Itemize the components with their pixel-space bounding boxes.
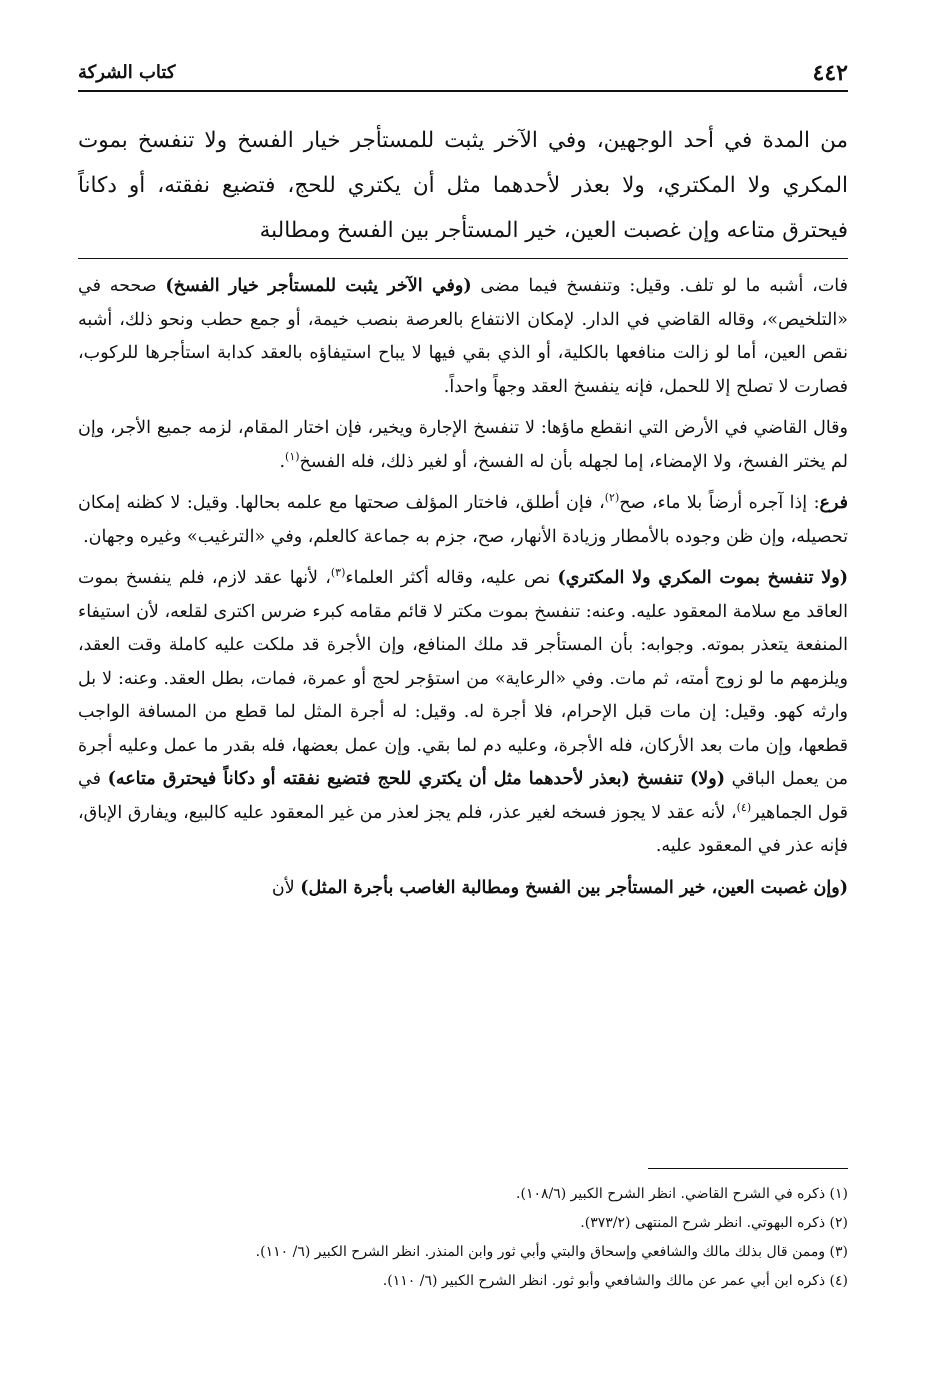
quoted-main-text: (وفي الآخر يثبت للمستأجر خيار الفسخ) xyxy=(165,276,472,296)
footnote-1: (١) ذكره في الشرح القاضي. انظر الشرح الكبير (١٠٨/٦). xyxy=(516,1186,848,1202)
commentary-paragraph: وقال القاضي في الأرض التي انقطع ماؤها: لا تنفسخ الإجارة ويخير، فإن اختار المقام، لزمه جميع الأجر، وإن لم يختر الفسخ، ولا الإمضاء، إما لجهله بأن له الفسخ، أو لغير ذلك، فله الفسخ$^{(١)}$. xyxy=(78,418,848,472)
commentary-paragraph: فرع: إذا آجره أرضاً بلا ماء، صح$^{(٢)}$، فإن أطلق، فاختار المؤلف صحتها مع علمه بحالها. وقيل: لا كظنه إمكان تحصيله، وإن ظن وجوده بالأمطار وزيادة الأنهار، صح، جزم به جماعة كالعلم، وفي «الترغيب» وغيره وجهان. xyxy=(78,491,848,547)
footnote-ref: (٣) xyxy=(330,566,346,580)
footnote-2: (٢) ذكره البهوتي. انظر شرح المنتهى (٣٧٣/٢). xyxy=(580,1215,848,1231)
commentary xyxy=(78,270,848,913)
footnote-ref: (٢) xyxy=(604,491,620,505)
footnotes xyxy=(78,1180,848,1296)
main-text-divider xyxy=(78,258,848,259)
footnote-divider xyxy=(648,1168,848,1169)
page-number: ٤٤٢ xyxy=(812,60,848,86)
main-text: من المدة في أحد الوجهين، وفي الآخر يثبت للمستأجر خيار الفسخ ولا تنفسخ بموت المكري ولا المكتري، ولا بعذر لأحدهما مثل أن يكتري للحج، فتضيع نفقته، أو دكاناً فيحترق متاعه وإن غصبت العين، خير المستأجر بين الفسخ ومطالبة xyxy=(78,128,848,243)
book-title: كتاب الشركة xyxy=(78,62,176,83)
quoted-main-text: (ولا تنفسخ بموت المكري ولا المكتري) xyxy=(557,568,848,588)
commentary-paragraph: فات، أشبه ما لو تلف. وقيل: وتنفسخ فيما مضى (وفي الآخر يثبت للمستأجر خيار الفسخ) صححه في «التلخيص»، وقاله القاضي في الدار. لإمكان الانتفاع بالعرصة بنصب خيمة، أو جمع حطب ونحو ذلك، أشبه نقص العين، أما لو زالت منافعها بالكلية، أو الذي بقي فيها لا يباح استيفاؤه بالعقد كدابة استأجرها للركوب، فصارت لا تصلح إلا للحمل، فإنه ينفسخ العقد وجهاً واحداً. xyxy=(78,276,848,397)
footnote-4: (٤) ذكره ابن أبي عمر عن مالك والشافعي وأبو ثور. انظر الشرح الكبير (٦/ ١١٠). xyxy=(382,1273,848,1289)
quoted-main-text: (ولا) تنفسخ (بعذر لأحدهما مثل أن يكتري للحج فتضيع نفقته أو دكاناً فيحترق متاعه) xyxy=(107,769,726,789)
footnote-ref: (٤) xyxy=(736,800,752,814)
header-rule xyxy=(78,90,848,92)
commentary-paragraph: (وإن غصبت العين، خير المستأجر بين الفسخ ومطالبة الغاصب بأجرة المثل) لأن xyxy=(271,877,848,898)
page-header xyxy=(78,60,848,92)
footnote-ref: (١) xyxy=(285,449,300,463)
sub-issue-label: فرع xyxy=(819,493,848,513)
footnote-3: (٣) وممن قال بذلك مالك والشافعي وإسحاق والبتي وأبي ثور وابن المنذر. انظر الشرح الكبير (٦/ ١١٠). xyxy=(255,1244,848,1260)
commentary-paragraph: (ولا تنفسخ بموت المكري ولا المكتري) نص عليه، وقاله أكثر العلماء$^{(٣)}$، لأنها عقد لازم، فلم ينفسخ بموت العاقد مع سلامة المعقود عليه. وعنه: تنفسخ بموت مكتر لا قائم مقامه كبرء ضرس اكترى لقلعه، لأن استيفاء المنفعة يتعذر بموته. وجوابه: بأن المستأجر قد ملك المنافع، وإن الأجرة قد ملكت عليه كاملة وقت العقد، ويلزمهم ما لو زوج أمته، ثم مات. وفي «الرعاية» من استؤجر لحج أو عمرة، فمات، بطل العقد. وعنه: لا بل وارثه كهو. وقيل: إن مات قبل الإحرام، فلا أجرة له. وقيل: له أجرة المثل لما قطع من المسافة الواجب قطعها، وإن مات بعد الأركان، فله الأجرة، وعليه دم لما بقي. وإن عمل بعضها، فله بقدر ما عمل وعليه أجرة من يعمل الباقي (ولا) تنفسخ (بعذر لأحدهما مثل أن يكتري للحج فتضيع نفقته أو دكاناً فيحترق متاعه) في قول الجماهير$^{(٤)}$، لأنه عقد لا يجوز فسخه لغير عذر، فلم يجز لعذر من غير المعقود عليه كالبيع، ويفارق الإباق، فإنه عذر في المعقود عليه. xyxy=(78,566,849,856)
quoted-main-text: (وإن غصبت العين، خير المستأجر بين الفسخ ومطالبة الغاصب بأجرة المثل) xyxy=(300,877,848,898)
